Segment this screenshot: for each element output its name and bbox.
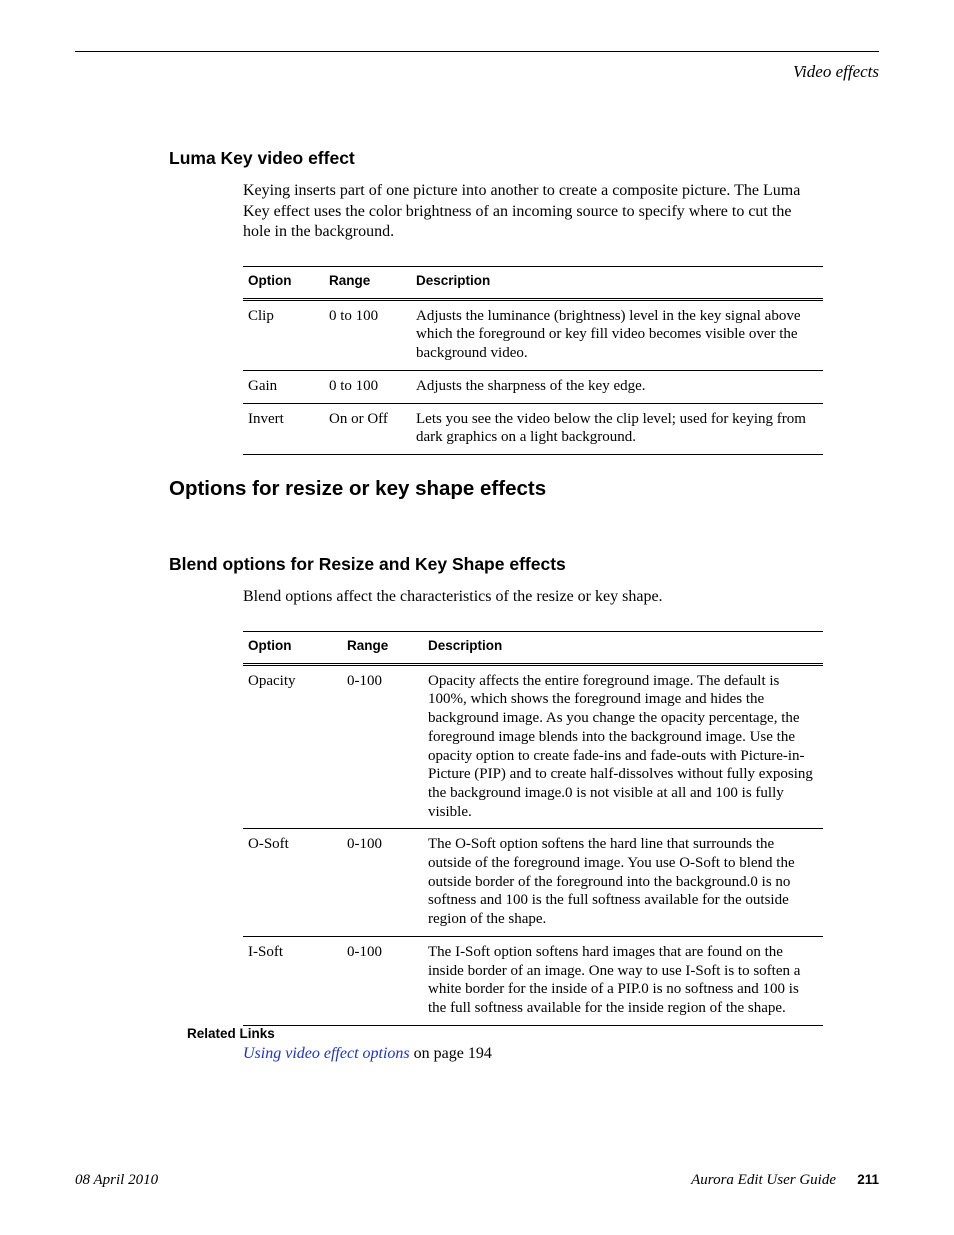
description-cell: Opacity affects the entire foreground image. The default is 100%, which shows the foreground image and hides the background image. As you change the opacity percentage, the foreground image blends into the background image. Use the opacity option to create fade-ins and fade-outs with Picture-in-Picture (PIP) and to create half-dissolves without fully exposing the background image.0 is not visible at all and 100 is fully visible. [423, 664, 823, 829]
running-header: Video effects [792, 62, 879, 81]
table-row [243, 403, 823, 454]
range-cell: 0 to 100 [324, 370, 411, 403]
using-video-effect-options-link[interactable]: Using video effect options [243, 1045, 410, 1062]
option-cell: Opacity [243, 664, 342, 829]
intro-line: hole in the background. [243, 223, 395, 240]
luma-key-heading: Luma Key video effect [169, 148, 355, 168]
resize-options-heading: Options for resize or key shape effects [169, 477, 547, 500]
column-header-description: Description [411, 267, 823, 300]
option-cell: I-Soft [243, 936, 342, 1025]
range-cell: On or Off [324, 403, 411, 454]
table-row [243, 936, 823, 1025]
luma-key-options-table [243, 266, 823, 455]
description-cell: Adjusts the sharpness of the key edge. [411, 370, 823, 403]
footer-page-number: 211 [857, 1172, 879, 1187]
range-cell: 0 to 100 [324, 299, 411, 370]
related-link-line [243, 1045, 492, 1063]
footer-guide-title: Aurora Edit User Guide [691, 1172, 836, 1188]
column-header-option: Option [243, 632, 342, 665]
blend-options-intro: Blend options affect the characteristics of the resize or key shape. [243, 588, 663, 605]
option-cell: Clip [243, 299, 324, 370]
blend-options-heading: Blend options for Resize and Key Shape effects [169, 554, 566, 574]
luma-key-intro [243, 181, 825, 243]
description-cell: Adjusts the luminance (brightness) level in the key signal above which the foreground or key fill video becomes visible over the background video. [411, 299, 823, 370]
range-cell: 0-100 [342, 936, 423, 1025]
column-header-option: Option [243, 267, 324, 300]
option-cell: O-Soft [243, 829, 342, 937]
option-cell: Invert [243, 403, 324, 454]
column-header-range: Range [324, 267, 411, 300]
intro-line: Keying inserts part of one picture into another to create a composite picture. The Luma [243, 182, 801, 199]
description-cell: Lets you see the video below the clip level; used for keying from dark graphics on a light background. [411, 403, 823, 454]
blend-options-table [243, 631, 823, 1026]
range-cell: 0-100 [342, 664, 423, 829]
table-row [243, 299, 823, 370]
column-header-description: Description [423, 632, 823, 665]
header-rule [75, 51, 879, 52]
column-header-range: Range [342, 632, 423, 665]
table-header-row [243, 632, 823, 665]
range-cell: 0-100 [342, 829, 423, 937]
description-cell: The O-Soft option softens the hard line that surrounds the outside of the foreground image. You use O-Soft to blend the outside border of the foreground into the background.0 is no softness and 100 is the full softness available for the outside region of the shape. [423, 829, 823, 937]
table-row [243, 664, 823, 829]
table-header-row [243, 267, 823, 300]
intro-line: Key effect uses the color brightness of an incoming source to specify where to cut the [243, 202, 792, 220]
table-row [243, 370, 823, 403]
related-links-label: Related Links [187, 1026, 275, 1041]
option-cell: Gain [243, 370, 324, 403]
table-row [243, 829, 823, 937]
footer-date: 08 April 2010 [75, 1172, 159, 1188]
description-cell: The I-Soft option softens hard images that are found on the inside border of an image. One way to use I-Soft is to soften a white border for the inside of a PIP.0 is no softness and 100 is the full softness available for the inside region of the shape. [423, 936, 823, 1025]
related-link-page-ref: on page 194 [409, 1045, 492, 1062]
